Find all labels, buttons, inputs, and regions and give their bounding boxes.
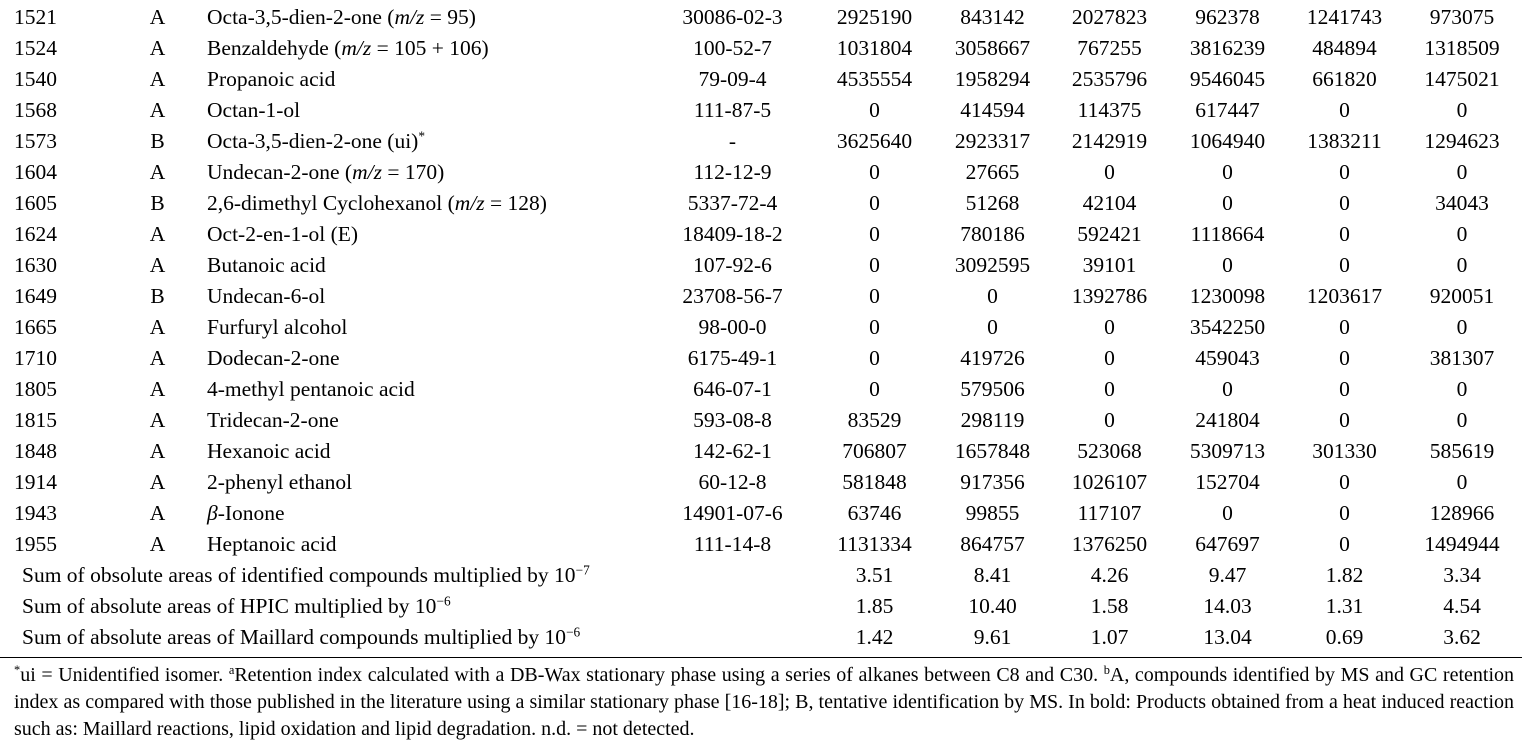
area-value-cell: 617447: [1195, 98, 1260, 122]
compound-name-cell: [205, 188, 650, 219]
compound-name: Octa-3,5-dien-2-one (: [207, 5, 395, 29]
identification-cell: B: [150, 284, 165, 308]
area-value-cell: 0: [1456, 98, 1468, 122]
area-value-cell: 1230098: [1189, 284, 1266, 308]
area-value-cell: 0: [1339, 377, 1350, 401]
compound-name: 2,6-dimethyl Cyclohexanol (: [207, 191, 455, 215]
area-value-cell: 579506: [960, 377, 1025, 401]
area-value-cell: 301330: [1312, 439, 1377, 463]
area-value-cell: 647697: [1195, 532, 1260, 556]
sum-exponent: −6: [565, 624, 581, 640]
compound-name: 2-phenyl ethanol: [207, 470, 353, 494]
area-value-cell: 0: [1456, 222, 1468, 246]
sum-value-cell: 1.42: [855, 625, 894, 649]
area-value-cell: 0: [1339, 222, 1350, 246]
table-row: [0, 64, 1522, 95]
sum-value-cell: 3.62: [1443, 625, 1481, 649]
identification-cell: A: [149, 67, 166, 91]
area-value-cell: 917356: [960, 470, 1025, 494]
footnote-divider: [0, 657, 1522, 658]
compound-name: Propanoic acid: [207, 67, 336, 91]
area-value-cell: 419726: [960, 346, 1025, 370]
area-value-cell: 0: [1339, 408, 1350, 432]
table-footnote: [14, 662, 1514, 743]
sum-value-cell: 3.51: [855, 563, 894, 587]
area-value-cell: 42104: [1082, 191, 1137, 215]
area-value-cell: 51268: [965, 191, 1020, 215]
table-row: [0, 188, 1522, 219]
area-value-cell: 1494944: [1424, 532, 1500, 556]
compound-name: Furfuryl alcohol: [207, 315, 348, 339]
identification-cell: A: [149, 408, 166, 432]
retention-index-cell: 1665: [14, 315, 57, 339]
area-value-cell: 0: [1339, 346, 1350, 370]
area-value-cell: 0: [1456, 408, 1468, 432]
compound-name: Heptanoic acid: [207, 532, 337, 556]
area-value-cell: 0: [1456, 253, 1468, 277]
identification-cell: A: [149, 532, 166, 556]
table-row: [0, 126, 1522, 157]
area-value-cell: 0: [1339, 501, 1350, 525]
compound-name: Undecan-2-one (: [207, 160, 353, 184]
area-value-cell: 973075: [1429, 5, 1495, 29]
area-value-cell: 1118664: [1190, 222, 1265, 246]
area-value-cell: 1657848: [954, 439, 1031, 463]
area-value-cell: 3058667: [954, 36, 1031, 60]
area-value-cell: 0: [1222, 191, 1233, 215]
area-value-cell: 3092595: [954, 253, 1031, 277]
table-row: [0, 529, 1522, 560]
cas-number-cell: 111-14-8: [693, 532, 772, 556]
table-row: [0, 219, 1522, 250]
area-value-cell: 585619: [1429, 439, 1495, 463]
area-value-cell: 128966: [1429, 501, 1495, 525]
sum-value-cell: 13.04: [1203, 625, 1252, 649]
area-value-cell: 27665: [965, 160, 1020, 184]
area-value-cell: 0: [1104, 377, 1115, 401]
area-value-cell: 1203617: [1306, 284, 1383, 308]
retention-index-cell: 1521: [14, 5, 57, 29]
identification-cell: A: [149, 36, 166, 60]
area-value-cell: 0: [1104, 408, 1115, 432]
area-value-cell: 0: [869, 377, 880, 401]
table-row: [0, 405, 1522, 436]
compound-name: 4-methyl pentanoic acid: [207, 377, 415, 401]
table-row: [0, 95, 1522, 126]
table-row: [0, 374, 1522, 405]
area-value-cell: 1475021: [1424, 67, 1500, 91]
area-value-cell: 706807: [842, 439, 907, 463]
area-value-cell: 2142919: [1071, 129, 1148, 153]
cas-number-cell: 6175-49-1: [687, 346, 778, 370]
area-value-cell: 3542250: [1189, 315, 1266, 339]
table-row: [0, 498, 1522, 529]
compound-name-tail: = 95): [424, 5, 476, 29]
sum-value-cell: 14.03: [1203, 594, 1252, 618]
table-row: [0, 281, 1522, 312]
area-value-cell: 0: [869, 315, 880, 339]
retention-index-cell: 1914: [14, 470, 57, 494]
sum-value-cell: 1.31: [1325, 594, 1364, 618]
area-value-cell: 0: [1104, 160, 1115, 184]
area-value-cell: 843142: [960, 5, 1025, 29]
area-value-cell: 0: [869, 346, 880, 370]
area-value-cell: 767255: [1077, 36, 1142, 60]
compound-name-cell: [205, 250, 650, 281]
retention-index-cell: 1943: [14, 501, 57, 525]
footnote-text-3: A, compounds identified by MS and GC retention index as compared with those published in the literature using a similar stationary phase [16-18]; B, tentative identification by MS. In bold: Products obtained from a heat induced reaction such as: Maillard reactions, lipid oxidation and lipid degradation. n.d. = not detected.: [14, 664, 1514, 740]
area-value-cell: 0: [869, 98, 880, 122]
compound-name-cell: [205, 126, 650, 157]
area-value-cell: 0: [1339, 470, 1350, 494]
area-value-cell: 381307: [1429, 346, 1495, 370]
cas-number-cell: 5337-72-4: [687, 191, 778, 215]
table-row: [0, 2, 1522, 33]
retention-index-cell: 1630: [14, 253, 57, 277]
cas-number-cell: 112-12-9: [693, 160, 772, 184]
sum-value-cell: 3.34: [1443, 563, 1481, 587]
identification-cell: A: [149, 253, 166, 277]
area-value-cell: 3625640: [836, 129, 913, 153]
compound-name: Butanoic acid: [207, 253, 326, 277]
area-value-cell: 83529: [847, 408, 902, 432]
compound-name-cell: [205, 33, 650, 64]
cas-number-cell: 111-87-5: [693, 98, 772, 122]
compound-name-italic: β: [207, 501, 218, 525]
sum-value-cell: 4.54: [1443, 594, 1481, 618]
retention-index-cell: 1524: [14, 36, 57, 60]
area-value-cell: 0: [1339, 253, 1350, 277]
compound-name-cell: [205, 312, 650, 343]
sum-label-cell: [0, 560, 815, 591]
compound-name-cell: [205, 405, 650, 436]
sum-value-cell: 0.69: [1325, 625, 1364, 649]
footnote-text-2: Retention index calculated with a DB-Wax stationary phase using a series of alkanes between C8 and C30.: [234, 664, 1104, 686]
area-value-cell: 1131334: [837, 532, 912, 556]
compound-name-cell: [205, 374, 650, 405]
area-value-cell: 1241743: [1306, 5, 1383, 29]
retention-index-cell: 1649: [14, 284, 57, 308]
compound-name-cell: [205, 64, 650, 95]
identification-cell: B: [150, 129, 165, 153]
area-value-cell: 0: [1456, 315, 1468, 339]
compound-name-cell: [205, 281, 650, 312]
mz-label: m/z: [352, 160, 382, 184]
identification-cell: A: [149, 470, 166, 494]
cas-number-cell: 23708-56-7: [682, 284, 783, 308]
area-value-cell: 0: [1104, 346, 1115, 370]
retention-index-cell: 1710: [14, 346, 57, 370]
footnote-marker: *: [418, 128, 425, 144]
footnote-star: *: [14, 663, 21, 678]
area-value-cell: 1376250: [1071, 532, 1148, 556]
sum-label-cell: [0, 591, 815, 622]
area-value-cell: 1064940: [1189, 129, 1266, 153]
area-value-cell: 3816239: [1189, 36, 1266, 60]
identification-cell: A: [149, 222, 166, 246]
compound-name: -Ionone: [217, 501, 285, 525]
area-value-cell: 0: [987, 284, 998, 308]
identification-cell: A: [149, 346, 166, 370]
compound-name-cell: [205, 467, 650, 498]
compound-name-cell: [205, 219, 650, 250]
compound-name: Undecan-6-ol: [207, 284, 326, 308]
mz-label: m/z: [394, 5, 425, 29]
area-value-cell: 34043: [1435, 191, 1489, 215]
identification-cell: A: [149, 439, 166, 463]
retention-index-cell: 1605: [14, 191, 57, 215]
compound-name: Dodecan-2-one: [207, 346, 340, 370]
area-value-cell: 99855: [965, 501, 1020, 525]
area-value-cell: 114375: [1077, 98, 1142, 122]
identification-cell: B: [150, 191, 165, 215]
compound-name-tail: = 128): [484, 191, 547, 215]
sum-value-cell: 4.26: [1090, 563, 1129, 587]
mz-label: m/z: [341, 36, 372, 60]
compound-name: Benzaldehyde (: [207, 36, 342, 60]
sum-label-text: Sum of absolute areas of Maillard compounds multiplied by 10: [22, 625, 566, 649]
table-row: [0, 250, 1522, 281]
cas-number-cell: 593-08-8: [693, 408, 772, 432]
table-row: [0, 467, 1522, 498]
area-value-cell: 2925190: [836, 5, 913, 29]
area-value-cell: 0: [1222, 501, 1233, 525]
compound-name: Octan-1-ol: [207, 98, 301, 122]
area-value-cell: 0: [1222, 253, 1233, 277]
area-value-cell: 864757: [960, 532, 1025, 556]
area-value-cell: 298119: [960, 408, 1025, 432]
compound-name: Tridecan-2-one: [207, 408, 339, 432]
area-value-cell: 0: [869, 284, 880, 308]
table-row: [0, 157, 1522, 188]
cas-number-cell: -: [728, 129, 737, 153]
cas-number-cell: 142-62-1: [693, 439, 772, 463]
cas-number-cell: 79-09-4: [698, 67, 767, 91]
table-row: [0, 436, 1522, 467]
table-row: [0, 343, 1522, 374]
cas-number-cell: 646-07-1: [693, 377, 772, 401]
cas-number-cell: 30086-02-3: [682, 5, 783, 29]
table-body: [0, 2, 1522, 653]
area-value-cell: 1318509: [1424, 36, 1500, 60]
retention-index-cell: 1955: [14, 532, 57, 556]
area-value-cell: 0: [1456, 377, 1468, 401]
area-value-cell: 117107: [1077, 501, 1142, 525]
area-value-cell: 1958294: [954, 67, 1031, 91]
cas-number-cell: 98-00-0: [698, 315, 767, 339]
sum-row: [0, 622, 1522, 653]
sum-exponent: −6: [436, 593, 451, 609]
identification-cell: A: [149, 160, 166, 184]
area-value-cell: 962378: [1195, 5, 1260, 29]
footnote-mark-a: a: [228, 663, 235, 678]
retention-index-cell: 1573: [14, 129, 57, 153]
area-value-cell: 4535554: [836, 67, 913, 91]
area-value-cell: 780186: [960, 222, 1025, 246]
area-value-cell: 0: [1222, 377, 1233, 401]
sum-label-cell: [0, 622, 815, 653]
compound-name-cell: [205, 436, 650, 467]
area-value-cell: 1031804: [836, 36, 913, 60]
area-value-cell: 414594: [960, 98, 1025, 122]
identification-cell: A: [149, 501, 166, 525]
table-row: [0, 33, 1522, 64]
cas-number-cell: 107-92-6: [693, 253, 772, 277]
area-value-cell: 661820: [1312, 67, 1377, 91]
area-value-cell: 1392786: [1071, 284, 1148, 308]
area-value-cell: 0: [1222, 160, 1233, 184]
retention-index-cell: 1540: [14, 67, 57, 91]
cas-number-cell: 18409-18-2: [682, 222, 783, 246]
sum-row: [0, 560, 1522, 591]
sum-value-cell: 1.58: [1090, 594, 1129, 618]
compound-name: Hexanoic acid: [207, 439, 331, 463]
compound-name-cell: [205, 95, 650, 126]
sum-value-cell: 9.47: [1208, 563, 1247, 587]
compound-name-tail: = 105 + 106): [371, 36, 489, 60]
cas-number-cell: 60-12-8: [698, 470, 767, 494]
retention-index-cell: 1568: [14, 98, 57, 122]
compound-name-cell: [205, 529, 650, 560]
area-value-cell: 0: [1339, 98, 1350, 122]
area-value-cell: 2923317: [954, 129, 1031, 153]
area-value-cell: 459043: [1195, 346, 1260, 370]
area-value-cell: 5309713: [1189, 439, 1266, 463]
area-value-cell: 0: [1456, 160, 1468, 184]
compound-name-cell: [205, 157, 650, 188]
area-value-cell: 0: [1339, 315, 1350, 339]
area-value-cell: 0: [1339, 532, 1350, 556]
compound-name-cell: [205, 343, 650, 374]
area-value-cell: 63746: [847, 501, 902, 525]
sum-label-text: Sum of absolute areas of HPIC multiplied by 10: [22, 594, 437, 618]
retention-index-cell: 1624: [14, 222, 57, 246]
area-value-cell: 0: [1339, 160, 1350, 184]
sum-row: [0, 591, 1522, 622]
area-value-cell: 0: [869, 191, 880, 215]
area-value-cell: 1383211: [1307, 129, 1382, 153]
area-value-cell: 0: [869, 222, 880, 246]
area-value-cell: 484894: [1312, 36, 1377, 60]
area-value-cell: 152704: [1195, 470, 1260, 494]
area-value-cell: 523068: [1077, 439, 1142, 463]
area-value-cell: 0: [1456, 470, 1468, 494]
sum-value-cell: 10.40: [968, 594, 1017, 618]
retention-index-cell: 1848: [14, 439, 57, 463]
sum-exponent: −7: [575, 562, 590, 578]
identification-cell: A: [149, 377, 166, 401]
compound-name-tail: = 170): [381, 160, 445, 184]
area-value-cell: 2535796: [1071, 67, 1148, 91]
area-value-cell: 581848: [842, 470, 907, 494]
compound-name-cell: [205, 2, 650, 33]
area-value-cell: 0: [987, 315, 998, 339]
area-value-cell: 1294623: [1424, 129, 1500, 153]
area-value-cell: 920051: [1429, 284, 1495, 308]
retention-index-cell: 1815: [14, 408, 57, 432]
compound-table: [0, 2, 1522, 653]
area-value-cell: 592421: [1077, 222, 1142, 246]
footnote-mark-b: b: [1103, 663, 1110, 678]
retention-index-cell: 1604: [14, 160, 57, 184]
retention-index-cell: 1805: [14, 377, 57, 401]
area-value-cell: 1026107: [1071, 470, 1148, 494]
sum-value-cell: 1.85: [855, 594, 894, 618]
sum-value-cell: 1.82: [1325, 563, 1364, 587]
compound-name: Octa-3,5-dien-2-one (ui): [207, 129, 419, 153]
table-row: [0, 312, 1522, 343]
identification-cell: A: [149, 315, 166, 339]
identification-cell: A: [149, 5, 166, 29]
footnote-text-1: ui = Unidentified isomer.: [20, 664, 229, 686]
mz-label: m/z: [454, 191, 485, 215]
area-value-cell: 0: [869, 160, 880, 184]
sum-label-text: Sum of obsolute areas of identified compounds multiplied by 10: [22, 563, 576, 587]
cas-number-cell: 14901-07-6: [682, 501, 783, 525]
cas-number-cell: 100-52-7: [693, 36, 772, 60]
identification-cell: A: [149, 98, 166, 122]
compound-name-cell: [205, 498, 650, 529]
sum-value-cell: 8.41: [973, 563, 1012, 587]
area-value-cell: 0: [1104, 315, 1115, 339]
sum-value-cell: 1.07: [1090, 625, 1129, 649]
sum-value-cell: 9.61: [973, 625, 1012, 649]
area-value-cell: 9546045: [1189, 67, 1266, 91]
area-value-cell: 2027823: [1071, 5, 1148, 29]
area-value-cell: 0: [869, 253, 880, 277]
area-value-cell: 39101: [1082, 253, 1137, 277]
compound-name: Oct-2-en-1-ol (E): [207, 222, 359, 246]
area-value-cell: 241804: [1195, 408, 1260, 432]
area-value-cell: 0: [1339, 191, 1350, 215]
